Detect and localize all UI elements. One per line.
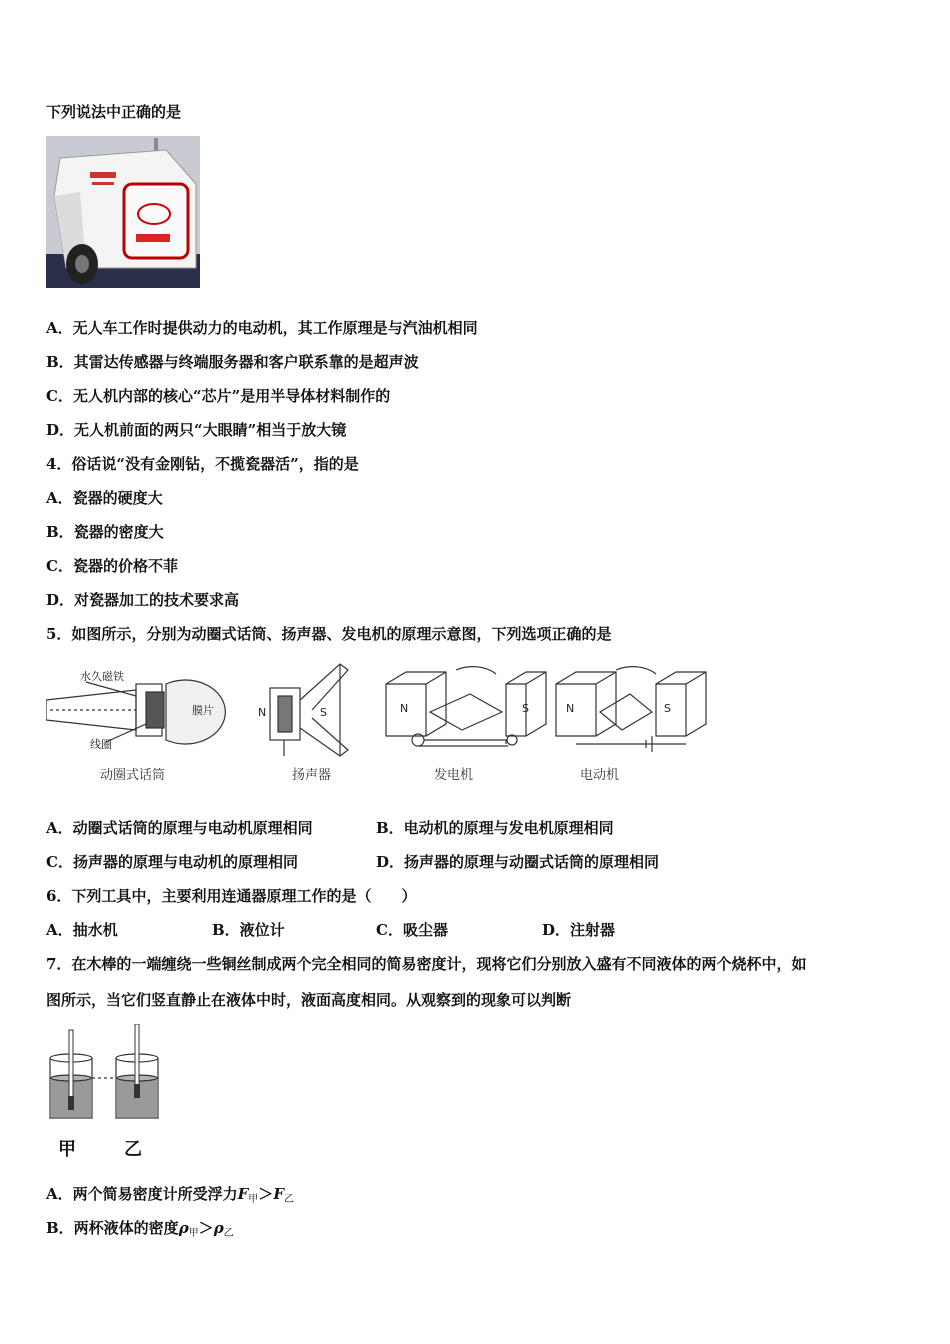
svg-text:N: N — [258, 706, 267, 719]
q7-option-a-sub-1: 甲 — [248, 1194, 259, 1205]
question-6-stem: 6．下列工具中，主要利用连通器原理工作的是（ ） — [46, 887, 417, 905]
q5-option-d: D．扬声器的原理与动圈式话筒的原理相同 — [376, 853, 660, 871]
svg-text:膜片: 膜片 — [192, 704, 214, 717]
question-3-stem: 下列说法中正确的是 — [46, 103, 182, 121]
caption-generator: 发电机 — [434, 768, 474, 783]
q7-option-b-operator: ＞ — [198, 1219, 214, 1237]
q5-option-b: B．电动机的原理与发电机原理相同 — [376, 819, 614, 837]
q7-option-b-symbol-1: ρ — [178, 1219, 189, 1237]
q7-option-b-sub-2: 乙 — [223, 1228, 234, 1239]
caption-motor: 电动机 — [580, 768, 620, 783]
beaker-label-yi: 乙 — [124, 1139, 142, 1160]
q4-option-b: B．瓷器的密度大 — [46, 523, 164, 541]
q3-option-d: D．无人机前面的两只“大眼睛”相当于放大镜 — [46, 421, 347, 439]
question-5-stem: 5．如图所示，分别为动圈式话筒、扬声器、发电机的原理示意图，下列选项正确的是 — [46, 625, 612, 643]
q7-option-b-sub-1: 甲 — [188, 1228, 199, 1239]
caption-microphone: 动圈式话筒 — [100, 768, 166, 783]
q7-option-b-text: B．两杯液体的密度 — [46, 1219, 179, 1237]
question-7-stem-line2: 图所示，当它们竖直静止在液体中时，液面高度相同。从观察到的现象可以判断 — [46, 991, 572, 1009]
q7-option-b — [46, 1218, 234, 1244]
svg-text:S: S — [522, 702, 529, 715]
q4-option-a: A．瓷器的硬度大 — [46, 489, 163, 507]
q7-option-a-symbol-2: F — [273, 1185, 284, 1203]
q6-option-c: C．吸尘器 — [376, 921, 448, 939]
svg-text:水久磁铁: 水久磁铁 — [80, 670, 124, 683]
svg-text:N: N — [400, 702, 409, 715]
question-7-stem-line1: 7．在木棒的一端缠绕一些铜丝制成两个完全相同的简易密度计，现将它们分别放入盛有不同液体的两个烧杯中，如 — [46, 955, 807, 973]
q7-option-a — [46, 1184, 294, 1210]
q7-option-b-symbol-2: ρ — [213, 1219, 224, 1237]
q3-option-b: B．其雷达传感器与终端服务器和客户联系靠的是超声波 — [46, 353, 419, 371]
caption-speaker: 扬声器 — [292, 768, 332, 783]
q7-option-a-sub-2: 乙 — [283, 1194, 294, 1205]
svg-text:N: N — [566, 702, 575, 715]
q6-option-b: B．液位计 — [212, 921, 285, 939]
q6-option-a: A．抽水机 — [46, 921, 118, 939]
svg-text:S: S — [320, 706, 327, 719]
svg-text:线圈: 线圈 — [90, 738, 112, 751]
q7-option-a-text: A．两个简易密度计所受浮力 — [46, 1185, 238, 1203]
q4-option-c: C．瓷器的价格不菲 — [46, 557, 178, 575]
q5-option-a: A．动圈式话筒的原理与电动机原理相同 — [46, 819, 313, 837]
q7-option-a-operator: ＞ — [258, 1185, 274, 1203]
svg-text:S: S — [664, 702, 671, 715]
question-4-stem: 4．俗话说“没有金刚钻，不揽瓷器活”，指的是 — [46, 455, 359, 473]
q3-option-a: A．无人车工作时提供动力的电动机，其工作原理是与汽油机相同 — [46, 319, 478, 337]
q7-option-a-symbol-1: F — [237, 1185, 249, 1203]
q5-option-c: C．扬声器的原理与电动机的原理相同 — [46, 853, 298, 871]
beaker-label-jia: 甲 — [58, 1139, 76, 1160]
q4-option-d: D．对瓷器加工的技术要求高 — [46, 591, 240, 609]
q6-option-d: D．注射器 — [542, 921, 616, 939]
q3-option-c: C．无人机内部的核心“芯片”是用半导体材料制作的 — [46, 387, 391, 405]
q7-beakers-figure — [46, 1024, 176, 1124]
delivery-robot-photo — [46, 136, 200, 288]
